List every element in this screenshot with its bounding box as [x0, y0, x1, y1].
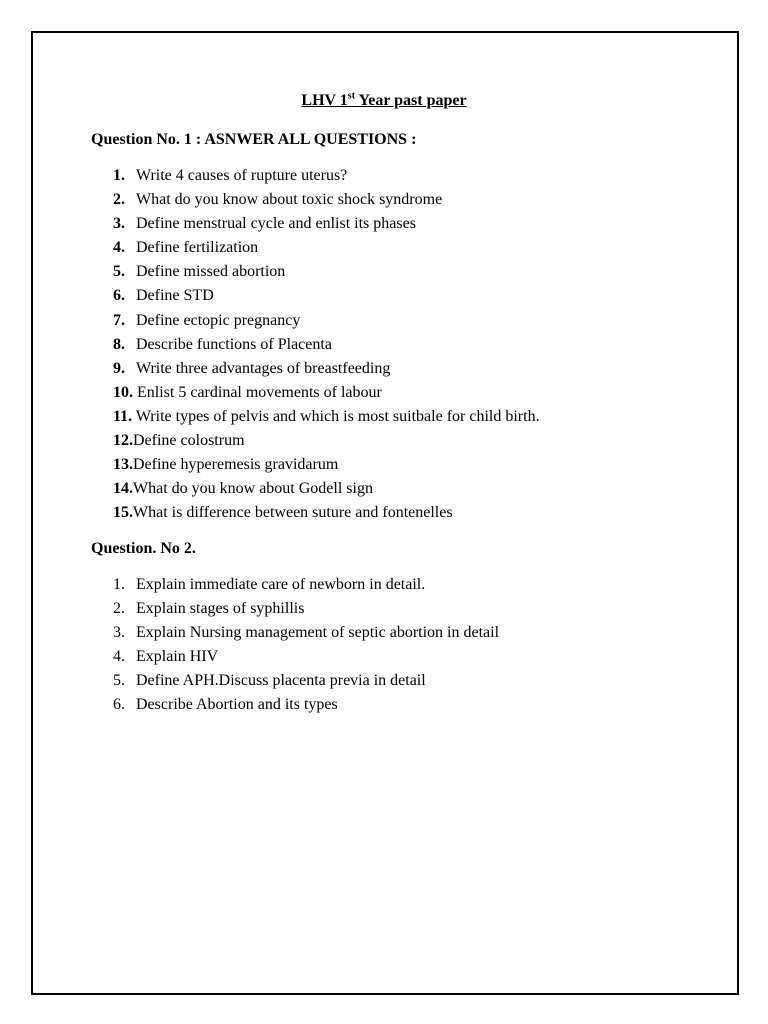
- list-item: [113, 573, 499, 597]
- question-1-list: [113, 164, 540, 525]
- list-item: [113, 429, 540, 453]
- item-number: 15.: [113, 504, 133, 522]
- item-text: Explain stages of syphillis: [136, 600, 305, 618]
- item-text: Write 4 causes of rupture uterus?: [136, 167, 348, 184]
- item-number: 7.: [113, 311, 125, 329]
- item-text: What do you know about Godell sign: [133, 480, 373, 498]
- item-text: Define hyperemesis gravidarum: [133, 456, 339, 474]
- title-suffix: Year past paper: [355, 92, 467, 109]
- item-number: 4.: [113, 239, 125, 257]
- item-number: 1.: [113, 167, 125, 184]
- item-text: What is difference between suture and fontenelles: [133, 504, 453, 522]
- question-2-heading: Question. No 2.: [91, 540, 196, 557]
- list-item: [113, 501, 540, 525]
- item-number: 2.: [113, 600, 125, 618]
- item-text: Explain immediate care of newborn in detail.: [136, 576, 426, 593]
- item-number: 11.: [113, 407, 133, 425]
- item-number: 3.: [113, 624, 125, 642]
- item-number: 14.: [113, 480, 133, 498]
- item-text: Write three advantages of breastfeeding: [136, 359, 391, 377]
- item-text: Define colostrum: [133, 432, 245, 450]
- item-text: Define missed abortion: [136, 263, 286, 281]
- item-number: 6.: [113, 696, 125, 714]
- item-number: 3.: [113, 215, 125, 233]
- list-item: [113, 164, 540, 188]
- item-text: Define fertilization: [136, 239, 259, 257]
- list-item: [113, 381, 540, 405]
- list-item: [113, 309, 540, 333]
- item-text: Explain Nursing management of septic abortion in detail: [136, 624, 500, 642]
- item-text: Define menstrual cycle and enlist its phases: [136, 215, 416, 233]
- list-item: [113, 236, 540, 260]
- item-number: 9.: [113, 359, 125, 377]
- list-item: [113, 333, 540, 357]
- list-item: [113, 693, 499, 717]
- list-item: [113, 621, 499, 645]
- item-number: 12.: [113, 432, 133, 450]
- list-item: [113, 260, 540, 284]
- list-item: [113, 597, 499, 621]
- item-number: 1.: [113, 576, 125, 593]
- item-text: Define STD: [136, 287, 214, 305]
- item-number: 4.: [113, 648, 125, 666]
- title-superscript: st: [347, 90, 356, 102]
- question-1-heading: Question No. 1 : ASNWER ALL QUESTIONS :: [91, 131, 417, 148]
- item-text: Describe functions of Placenta: [136, 335, 332, 353]
- item-text: What do you know about toxic shock syndrome: [136, 191, 443, 209]
- item-number: 2.: [113, 191, 125, 209]
- item-number: 8.: [113, 335, 125, 353]
- item-text: Describe Abortion and its types: [136, 696, 338, 714]
- item-number: 6.: [113, 287, 125, 305]
- list-item: [113, 212, 540, 236]
- document-title: [0, 92, 768, 110]
- item-number: 5.: [113, 672, 125, 690]
- item-number: 5.: [113, 263, 125, 281]
- item-text: Write types of pelvis and which is most suitbale for child birth.: [132, 407, 540, 425]
- list-item: [113, 405, 540, 429]
- list-item: [113, 357, 540, 381]
- list-item: [113, 453, 540, 477]
- list-item: [113, 477, 540, 501]
- item-number: 13.: [113, 456, 133, 474]
- question-2-list: [113, 573, 499, 718]
- item-text: Define ectopic pregnancy: [136, 311, 301, 329]
- item-text: Define APH.Discuss placenta previa in detail: [136, 672, 426, 690]
- title-prefix: LHV 1: [301, 92, 348, 109]
- item-text: Explain HIV: [136, 648, 219, 666]
- item-text: Enlist 5 cardinal movements of labour: [133, 383, 382, 401]
- list-item: [113, 645, 499, 669]
- list-item: [113, 188, 540, 212]
- list-item: [113, 669, 499, 693]
- item-number: 10.: [113, 383, 133, 401]
- list-item: [113, 284, 540, 308]
